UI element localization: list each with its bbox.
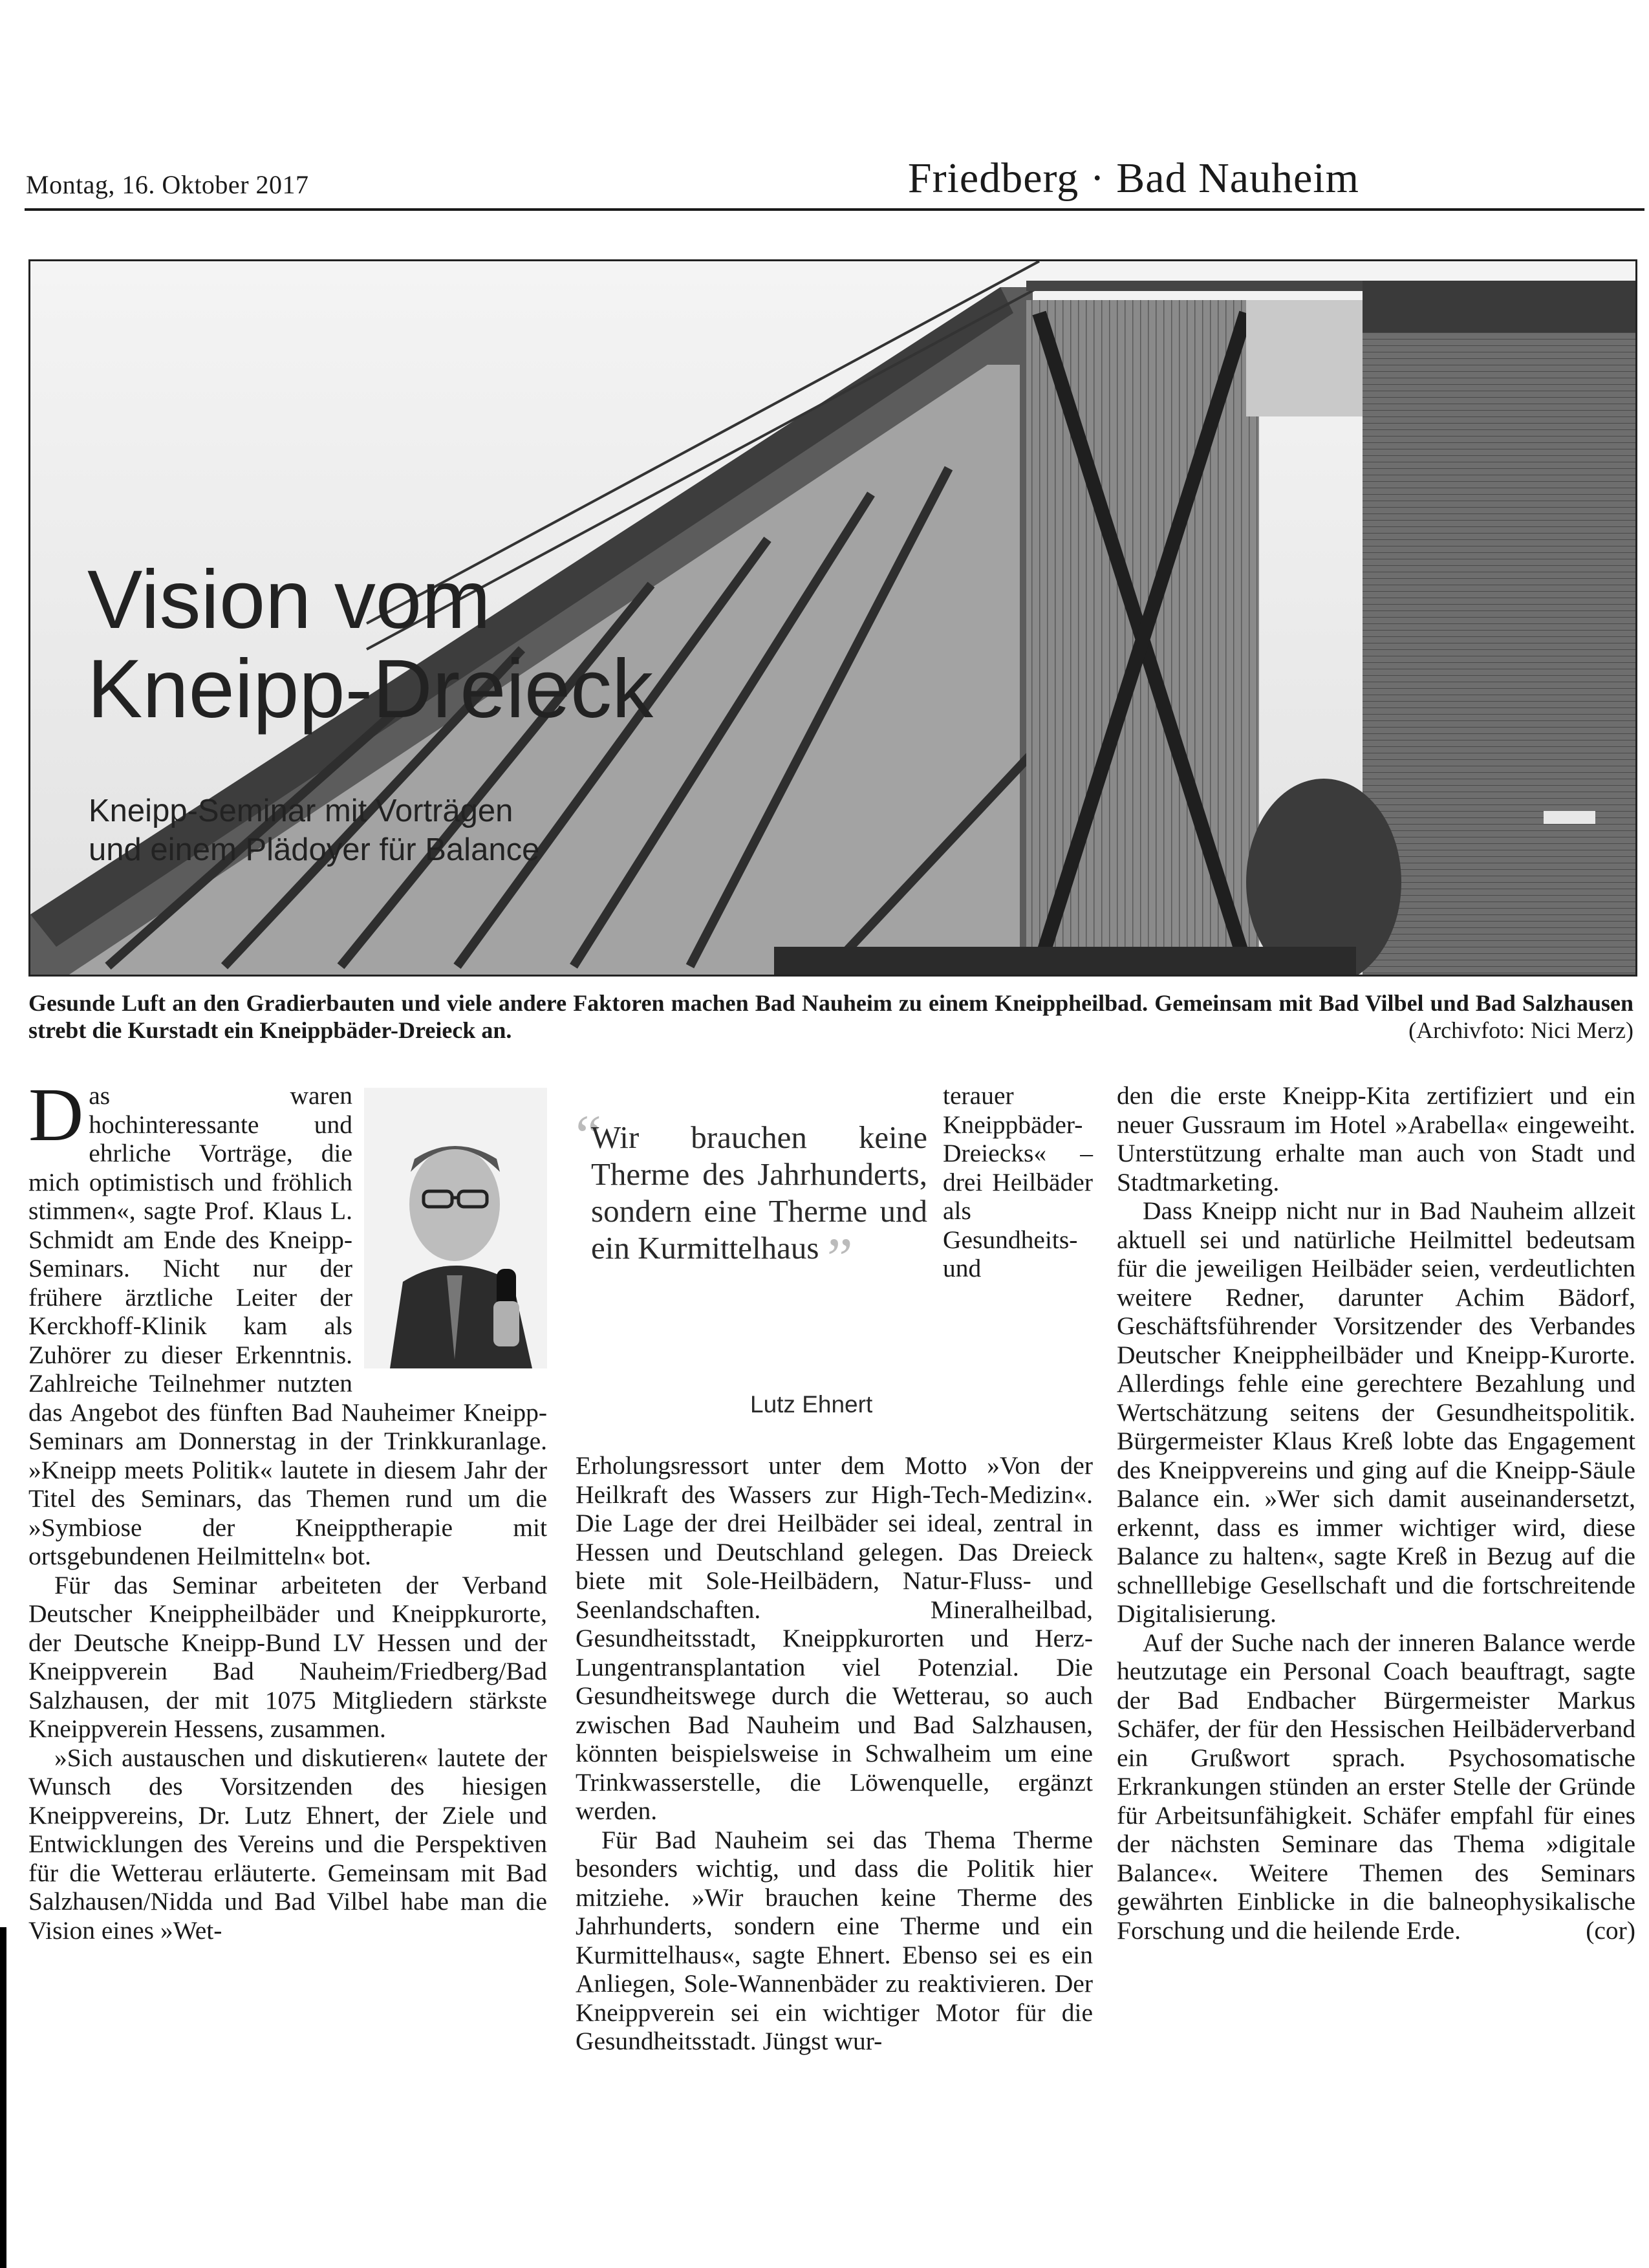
paragraph: Dass Kneipp nicht nur in Bad Nauheim allzeit aktuell sei und natürliche Heilmittel bedeutsam für die jeweiligen Heilbäder seien, verdeutlichten weitere Redner, darunter Achim Bädorf, Geschäftsführender Vorsitzender des Verbandes Deutscher Kneippheilbäder und Kneipp-Kurorte. Allerdings fehle eine gerechtere Bezahlung und Wertschätzung seitens der Gesundheitspolitik. Bürgermeister Klaus Kreß lobte das Engagement des Kneippvereins und ging auf die Kneipp-Säule Balance ein. »Wer sich damit auseinandersetzt, erkennt, dass es immer wichtiger wird, diese Balance zu halten«, sagte Kreß in Bezug auf die schnelllebige Gesellschaft und die fortschreitende Digitalisierung. bbox=[1117, 1196, 1635, 1628]
article-headline bbox=[87, 556, 653, 734]
paragraph-text: terauer Kneippbäder-Dreiecks« – drei Heilbäder als Gesundheits- und Erholungsressort unter dem Motto »Von der Heilkraft des Wassers zur High-Tech-Medizin«. Die Lage der drei Heilbäder sei ideal, zentral in Hessen und Deutschland gelegen. Das Dreieck biete mit Sole-Heilbädern, Natur-Fluss- und Seenlandschaften. Mineralheilbad, Gesundheitsstadt, Kneippkurorten und Herz-Lungentransplantation viel Potenzial. Die Gesundheitswege durch die Wetterau, so auch zwischen Bad Nauheim und Bad Salzhausen, könnten beispielsweise in Schwalheim um eine Trinkwasserstelle, die Löwenquelle, ergänzt werden. bbox=[576, 1081, 1093, 1825]
header-rule bbox=[25, 208, 1644, 211]
speaker-portrait-photo bbox=[364, 1088, 547, 1368]
paragraph-text: as waren hochinteressante und ehrliche Vorträge, die mich optimistisch und fröhlich stimmen«, sagte Prof. Klaus L. Schmidt am Ende des Kneipp-Seminars. Nicht nur der frühere ärztliche Leiter der Kerckhoff-Klinik kam als Zuhörer zu dieser Erkenntnis. Zahlreiche Teilnehmer nutzten das Angebot des fünften Bad Nauheimer Kneipp-Seminars am Donnerstag in der Trinkkuranlage. »Kneipp meets Politik« lautete in diesem Jahr der Titel des Seminars, das Themen rund um die »Symbiose der Kneipptherapie mit ortsgebundenen Heilmitteln« bot. bbox=[28, 1081, 547, 1570]
pull-quote-body: Wir brauchen keine Therme des Jahrhunderts, sondern eine Therme und ein Kurmittelhaus bbox=[591, 1119, 927, 1266]
pull-quote bbox=[576, 1085, 932, 1447]
subhead-line: Kneipp-Seminar mit Vorträgen bbox=[89, 794, 513, 828]
author-signature: (cor) bbox=[1586, 1916, 1635, 1945]
article-column-2 bbox=[576, 1081, 1093, 2056]
paragraph: Für das Seminar arbeiteten der Verband Deutscher Kneippheilbäder und Kneippkurorte, der Deutsche Kneipp-Bund LV Hessen und der Kneippverein Bad Nauheim/Friedberg/Bad Salzhausen, der mit 1075 Mitgliedern stärkste Kneippverein Hessens, zusammen. bbox=[28, 1570, 547, 1743]
paragraph bbox=[1117, 1628, 1635, 1945]
article-subheadline bbox=[89, 792, 539, 869]
article-photo bbox=[28, 259, 1637, 977]
article-column-1 bbox=[28, 1072, 547, 1945]
scan-margin-bar bbox=[0, 1927, 6, 2268]
paragraph: Für Bad Nauheim sei das Thema Therme besonders wichtig, und dass die Politik hier mitziehe. »Wir brauchen keine Therme des Jahrhunderts, sondern eine Therme und ein Kurmittelhaus«, sagte Ehnert. Ebenso sei es ein Anliegen, Sole-Wannenbäder zu reaktivieren. Der Kneippverein sei ein wichtiger Motor für die Gesundheitsstadt. Jüngst wur- bbox=[576, 1825, 1093, 2055]
headline-line: Vision vom bbox=[87, 554, 491, 646]
headline-line: Kneipp-Dreieck bbox=[87, 643, 654, 735]
pull-quote-author: Lutz Ehnert bbox=[750, 1391, 873, 1418]
close-quote-icon: ” bbox=[826, 1227, 853, 1291]
issue-date: Montag, 16. Oktober 2017 bbox=[26, 170, 309, 199]
drop-cap: D bbox=[28, 1072, 84, 1157]
paragraph: den die erste Kneipp-Kita zertifiziert und ein neuer Gussraum im Hotel »Arabella« eingeweiht. Unterstützung erhalte man auch von Stadt und Stadtmarketing. bbox=[1117, 1081, 1635, 1196]
paragraph bbox=[576, 1081, 1093, 1826]
pull-quote-text bbox=[591, 1119, 927, 1291]
subhead-line: und einem Plädoyer für Balance bbox=[89, 832, 540, 867]
open-quote-icon: “ bbox=[576, 1104, 601, 1168]
caption-text: Gesunde Luft an den Gradierbauten und viele andere Faktoren machen Bad Nauheim zu einem Kneippheilbad. Gemeinsam mit Bad Vilbel und Bad Salzhausen strebt die Kurstadt ein Kneippbäder-Dreieck an. bbox=[28, 990, 1633, 1043]
article-column-3 bbox=[1117, 1081, 1635, 1945]
section-title: Friedberg · Bad Nauheim bbox=[907, 155, 1359, 202]
paragraph-text: Auf der Suche nach der inneren Balance werde heutzutage ein Personal Coach beauftragt, sagte der Bad Endbacher Bürgermeister Markus Schäfer, der für den Hessischen Heilbäderverband ein Grußwort sprach. Psychosomatische Erkrankungen stünden an erster Stelle der Gründe für Arbeitsunfähigkeit. Schäfer empfahl für eines der nächsten Seminare das Thema »digitale Balance«. Weitere Themen des Seminars gewährten Einblicke in die balneophysikalische Forschung und die heilende Erde. bbox=[1117, 1628, 1635, 1945]
photo-credit: (Archivfoto: Nici Merz) bbox=[1408, 1017, 1633, 1043]
photo-caption bbox=[28, 989, 1633, 1044]
paragraph: »Sich austauschen und diskutieren« lautete der Wunsch des Vorsitzenden des hiesigen Kneippvereins, Dr. Lutz Ehnert, der Ziele und Entwicklungen des Vereins und die Perspektiven für die Wetterau erläuterte. Gemeinsam mit Bad Salzhausen/Nidda und Bad Vilbel habe man die Vision eines »Wet- bbox=[28, 1743, 547, 1945]
paragraph bbox=[28, 1072, 547, 1571]
